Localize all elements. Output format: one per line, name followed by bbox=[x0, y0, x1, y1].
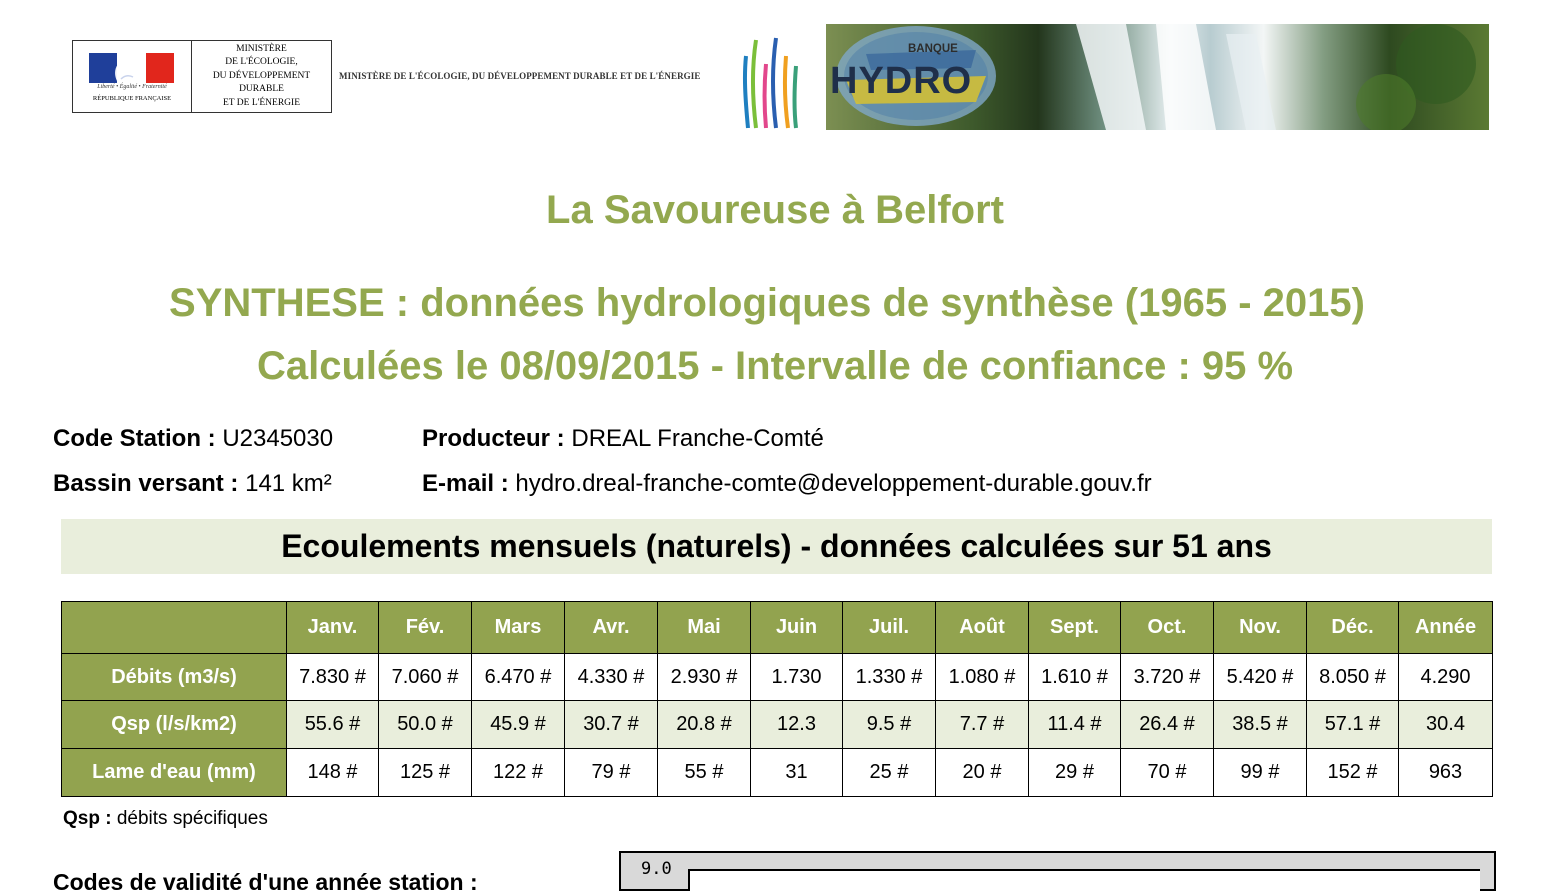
table-cell: 11.4 # bbox=[1029, 701, 1121, 749]
column-header: Nov. bbox=[1214, 602, 1307, 654]
qsp-note-label: Qsp : bbox=[63, 808, 112, 829]
ministry-line: MINISTÈRE bbox=[236, 43, 287, 54]
table-cell: 3.720 # bbox=[1121, 654, 1214, 701]
table-cell: 20.8 # bbox=[658, 701, 751, 749]
monthly-flows-table bbox=[61, 601, 1493, 797]
table-cell: 6.470 # bbox=[472, 654, 565, 701]
table-cell: 57.1 # bbox=[1307, 701, 1399, 749]
table-cell: 148 # bbox=[287, 749, 379, 797]
table-cell: 4.330 # bbox=[565, 654, 658, 701]
email bbox=[422, 470, 1152, 498]
producteur bbox=[422, 425, 824, 453]
row-label: Lame d'eau (mm) bbox=[62, 749, 287, 797]
producteur-label: Producteur : bbox=[422, 425, 565, 452]
table-cell: 29 # bbox=[1029, 749, 1121, 797]
code-station-value: U2345030 bbox=[222, 425, 334, 452]
qsp-note-text: débits spécifiques bbox=[116, 808, 268, 829]
table-corner-cell bbox=[62, 602, 287, 654]
republic-motto: Liberté • Égalité • Fraternité bbox=[97, 84, 167, 90]
column-header: Déc. bbox=[1307, 602, 1399, 654]
table-cell: 70 # bbox=[1121, 749, 1214, 797]
row-label: Qsp (l/s/km2) bbox=[62, 701, 287, 749]
republique-francaise-label: RÉPUBLIQUE FRANÇAISE bbox=[92, 95, 172, 102]
bassin-versant-value: 141 km² bbox=[245, 470, 332, 497]
table-cell: 12.3 bbox=[751, 701, 843, 749]
table-cell: 1.080 # bbox=[936, 654, 1029, 701]
table-cell: 25 # bbox=[843, 749, 936, 797]
table-cell: 1.610 # bbox=[1029, 654, 1121, 701]
marianne-icon bbox=[103, 53, 143, 83]
table-cell: 26.4 # bbox=[1121, 701, 1214, 749]
column-header: Mai bbox=[658, 602, 751, 654]
table-row-debits bbox=[62, 654, 1493, 701]
station-title: La Savoureuse à Belfort bbox=[546, 188, 1004, 232]
banque-label: BANQUE bbox=[908, 43, 958, 55]
table-cell: 55 # bbox=[658, 749, 751, 797]
table-cell: 122 # bbox=[472, 749, 565, 797]
hydro-banner bbox=[826, 24, 1489, 130]
column-header: Année bbox=[1399, 602, 1493, 654]
table-header-row bbox=[62, 602, 1493, 654]
column-header: Juin bbox=[751, 602, 843, 654]
table-cell: 79 # bbox=[565, 749, 658, 797]
column-header: Avr. bbox=[565, 602, 658, 654]
table-cell: 38.5 # bbox=[1214, 701, 1307, 749]
email-label: E-mail : bbox=[422, 470, 509, 497]
table-cell: 1.730 bbox=[751, 654, 843, 701]
code-station-label: Code Station : bbox=[53, 425, 216, 452]
validity-codes-heading: Codes de validité d'une année station : bbox=[53, 869, 478, 895]
chart-plot-area bbox=[688, 869, 1480, 891]
column-header: Mars bbox=[472, 602, 565, 654]
calculation-date-title: Calculées le 08/09/2015 - Intervalle de confiance : 95 % bbox=[256, 344, 1294, 388]
table-cell: 30.4 bbox=[1399, 701, 1493, 749]
table-cell: 30.7 # bbox=[565, 701, 658, 749]
table-cell: 7.060 # bbox=[379, 654, 472, 701]
table-cell: 7.7 # bbox=[936, 701, 1029, 749]
marianne-block bbox=[73, 41, 192, 112]
government-logo bbox=[72, 40, 332, 113]
table-cell: 99 # bbox=[1214, 749, 1307, 797]
bassin-versant bbox=[53, 470, 332, 498]
column-header: Sept. bbox=[1029, 602, 1121, 654]
table-row-lame-deau bbox=[62, 749, 1493, 797]
hydro-logo-word: HYDRO bbox=[830, 60, 973, 102]
ministry-line: DURABLE bbox=[239, 84, 284, 95]
table-cell: 50.0 # bbox=[379, 701, 472, 749]
table-row-qsp bbox=[62, 701, 1493, 749]
ministry-line: DE L'ÉCOLOGIE, bbox=[225, 57, 298, 68]
table-cell: 55.6 # bbox=[287, 701, 379, 749]
table-cell: 2.930 # bbox=[658, 654, 751, 701]
table-cell: 125 # bbox=[379, 749, 472, 797]
synthese-title: SYNTHESE : données hydrologiques de synthèse (1965 - 2015) bbox=[169, 281, 1365, 325]
table-cell: 1.330 # bbox=[843, 654, 936, 701]
email-value: hydro.dreal-franche-comte@developpement-durable.gouv.fr bbox=[515, 470, 1152, 497]
bassin-versant-label: Bassin versant : bbox=[53, 470, 239, 497]
row-label: Débits (m3/s) bbox=[62, 654, 287, 701]
table-cell: 20 # bbox=[936, 749, 1029, 797]
ministry-line: ET DE L'ÉNERGIE bbox=[223, 97, 300, 108]
producteur-value: DREAL Franche-Comté bbox=[571, 425, 824, 452]
column-header: Fév. bbox=[379, 602, 472, 654]
chart-y-tick: 9.0 bbox=[641, 859, 672, 879]
column-header: Oct. bbox=[1121, 602, 1214, 654]
table-cell: 5.420 # bbox=[1214, 654, 1307, 701]
section-title: Ecoulements mensuels (naturels) - données calculées sur 51 ans bbox=[61, 519, 1492, 574]
colored-stripes-icon bbox=[740, 36, 802, 130]
table-cell: 8.050 # bbox=[1307, 654, 1399, 701]
code-station bbox=[53, 425, 333, 453]
ministry-line: DU DÉVELOPPEMENT bbox=[212, 70, 311, 81]
table-cell: 31 bbox=[751, 749, 843, 797]
ministry-block bbox=[192, 41, 331, 112]
table-cell: 7.830 # bbox=[287, 654, 379, 701]
ministry-full-name: MINISTÈRE DE L'ÉCOLOGIE, DU DÉVELOPPEMENT DURABLE ET DE L'ÉNERGIE bbox=[339, 71, 701, 81]
table-cell: 4.290 bbox=[1399, 654, 1493, 701]
table-cell: 152 # bbox=[1307, 749, 1399, 797]
table-cell: 45.9 # bbox=[472, 701, 565, 749]
column-header: Août bbox=[936, 602, 1029, 654]
column-header: Juil. bbox=[843, 602, 936, 654]
table-cell: 9.5 # bbox=[843, 701, 936, 749]
table-cell: 963 bbox=[1399, 749, 1493, 797]
column-header: Janv. bbox=[287, 602, 379, 654]
qsp-note bbox=[63, 808, 268, 830]
